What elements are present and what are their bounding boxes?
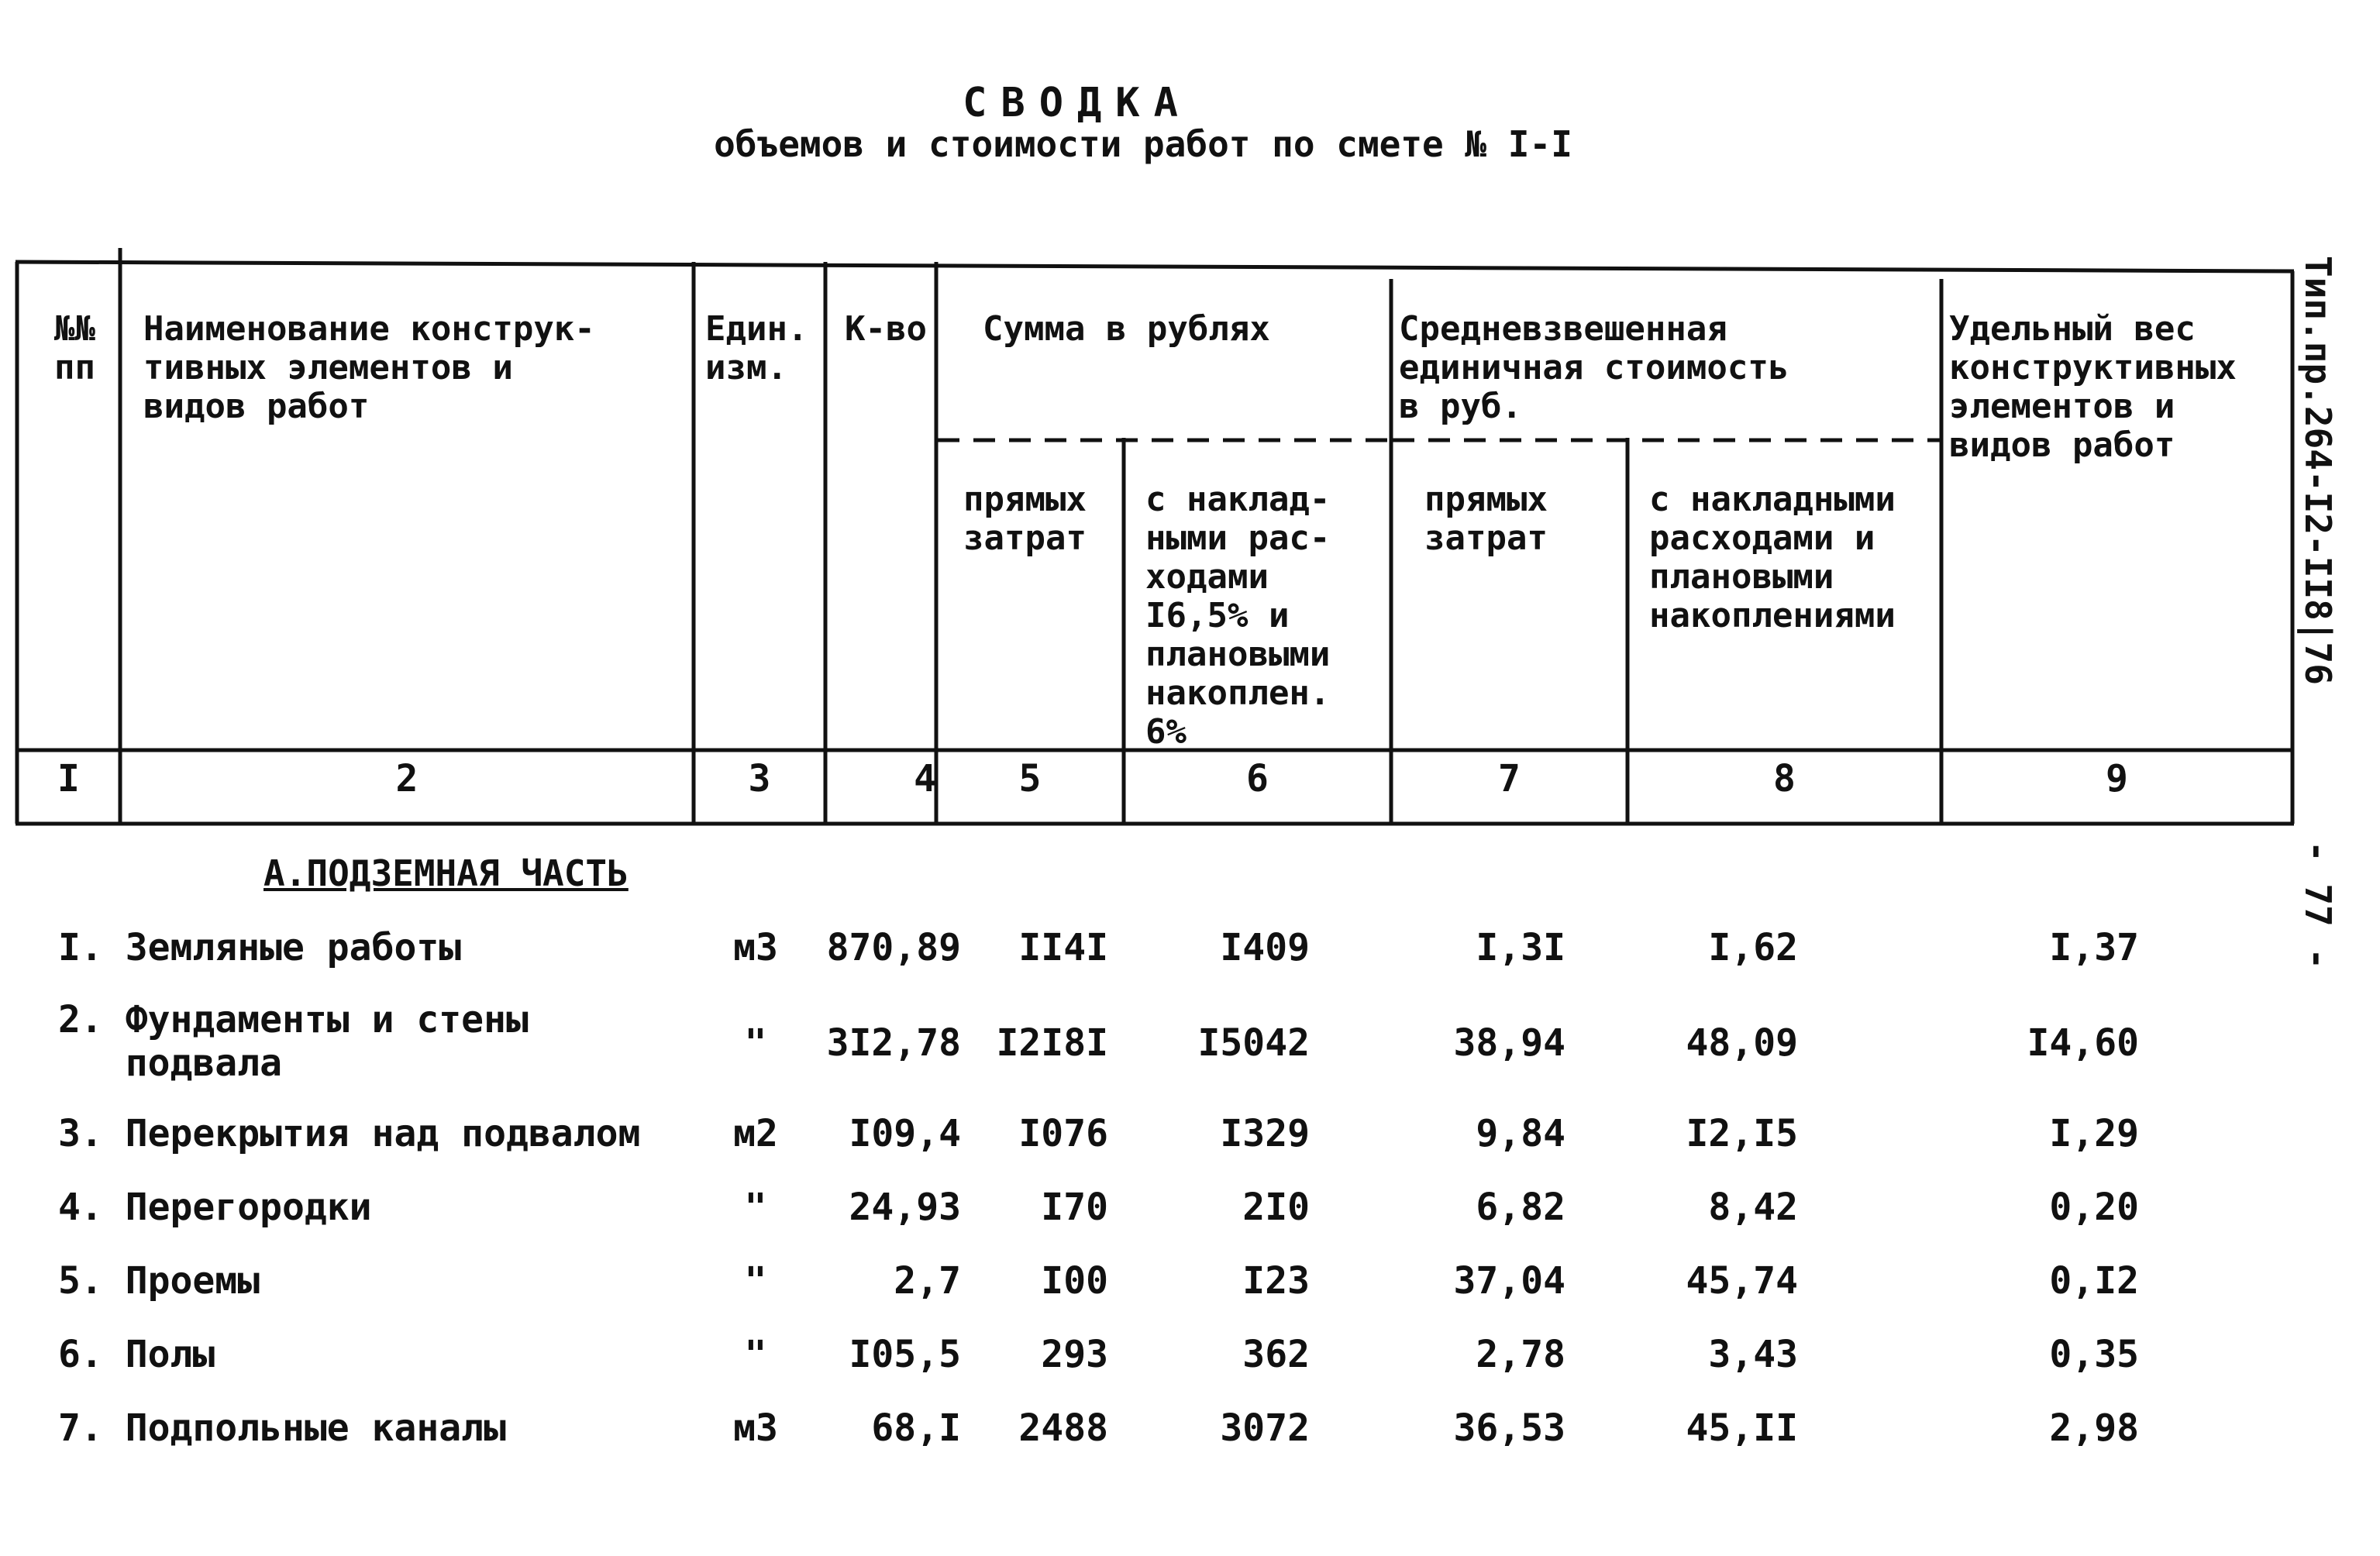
page-subtitle: объемов и стоимости работ по смете № I-I <box>714 123 1572 165</box>
header-weight: Удельный вес конструктивных элементов и видов работ <box>1949 309 2237 465</box>
page-title: СВОДКА <box>963 80 1192 126</box>
row-avg-direct: I,3I <box>1476 926 1565 969</box>
row-weight: I4,60 <box>2027 1021 2139 1065</box>
header-avg-cost: Средневзвешенная единичная стоимость в руб. <box>1399 309 1789 426</box>
column-number: I <box>57 757 80 800</box>
row-unit: " <box>744 1186 767 1229</box>
row-avg-direct: 36,53 <box>1453 1406 1565 1450</box>
column-number: 7 <box>1498 757 1521 800</box>
row-weight: I,29 <box>2049 1112 2139 1155</box>
row-avg-overhead: 45,74 <box>1686 1259 1798 1303</box>
row-qty: 3I2,78 <box>826 1021 961 1065</box>
row-weight: I,37 <box>2049 926 2139 969</box>
row-weight: 0,20 <box>2049 1186 2139 1229</box>
row-unit: " <box>744 1021 767 1065</box>
row-sum-overhead: 362 <box>1242 1333 1310 1376</box>
row-weight: 0,I2 <box>2049 1259 2139 1303</box>
column-number: 6 <box>1246 757 1269 800</box>
row-qty: 2,7 <box>894 1259 961 1303</box>
row-name: 4. Перегородки <box>58 1186 372 1229</box>
row-unit: м3 <box>733 1406 778 1450</box>
row-unit: м2 <box>733 1112 778 1155</box>
row-avg-direct: 9,84 <box>1476 1112 1565 1155</box>
row-sum-overhead: 2I0 <box>1242 1186 1310 1229</box>
side-label: Тип.пр.264-I2-II8|76 <box>2297 256 2339 685</box>
row-sum-direct: II4I <box>1018 926 1108 969</box>
column-number: 8 <box>1773 757 1796 800</box>
header-avg-overhead: с накладными расходами и плановыми накоплениями <box>1649 480 1896 635</box>
page-number: - 77 - <box>2297 841 2339 970</box>
column-number: 3 <box>748 757 771 800</box>
column-number: 5 <box>1018 757 1042 800</box>
row-sum-direct: 293 <box>1041 1333 1108 1376</box>
row-qty: 870,89 <box>826 926 961 969</box>
row-qty: 24,93 <box>849 1186 961 1229</box>
header-sum-direct: прямых затрат <box>963 480 1087 558</box>
row-qty: I05,5 <box>849 1333 961 1376</box>
row-weight: 2,98 <box>2049 1406 2139 1450</box>
row-sum-overhead: 3072 <box>1220 1406 1310 1450</box>
row-sum-overhead: I23 <box>1242 1259 1310 1303</box>
header-unit: Един. изм. <box>705 309 808 387</box>
row-sum-direct: 2488 <box>1018 1406 1108 1450</box>
row-sum-direct: I70 <box>1041 1186 1108 1229</box>
header-sum: Сумма в рублях <box>983 309 1270 349</box>
row-unit: м3 <box>733 926 778 969</box>
header-name: Наименование конструк- тивных элементов и видов работ <box>143 309 595 426</box>
row-weight: 0,35 <box>2049 1333 2139 1376</box>
row-avg-overhead: 45,II <box>1686 1406 1798 1450</box>
row-avg-direct: 38,94 <box>1453 1021 1565 1065</box>
row-avg-overhead: 8,42 <box>1708 1186 1798 1229</box>
row-name: 6. Полы <box>58 1333 215 1376</box>
row-qty: 68,I <box>871 1406 961 1450</box>
row-avg-direct: 2,78 <box>1476 1333 1565 1376</box>
row-sum-direct: I2I8I <box>996 1021 1108 1065</box>
row-sum-direct: I076 <box>1018 1112 1108 1155</box>
section-title: А.ПОДЗЕМНАЯ ЧАСТЬ <box>263 852 629 894</box>
row-name: I. Земляные работы <box>58 926 462 969</box>
row-name: 5. Проемы <box>58 1259 260 1303</box>
column-number: 2 <box>395 757 418 800</box>
column-number: 4 <box>914 757 936 800</box>
header-num: №№ пп <box>54 309 95 387</box>
row-avg-overhead: 3,43 <box>1708 1333 1798 1376</box>
header-qty: К-во <box>845 309 927 349</box>
header-avg-direct: прямых затрат <box>1424 480 1548 558</box>
row-avg-overhead: I,62 <box>1708 926 1798 969</box>
row-sum-direct: I00 <box>1041 1259 1108 1303</box>
row-name: 7. Подпольные каналы <box>58 1406 506 1450</box>
row-sum-overhead: I5042 <box>1197 1021 1310 1065</box>
row-avg-overhead: 48,09 <box>1686 1021 1798 1065</box>
row-sum-overhead: I329 <box>1220 1112 1310 1155</box>
row-name: 2. Фундаменты и стены подвала <box>58 998 529 1085</box>
row-avg-direct: 6,82 <box>1476 1186 1565 1229</box>
row-unit: " <box>744 1259 767 1303</box>
row-qty: I09,4 <box>849 1112 961 1155</box>
column-number: 9 <box>2106 757 2128 800</box>
row-sum-overhead: I409 <box>1220 926 1310 969</box>
row-unit: " <box>744 1333 767 1376</box>
row-name: 3. Перекрытия над подвалом <box>58 1112 641 1155</box>
row-avg-overhead: I2,I5 <box>1686 1112 1798 1155</box>
row-avg-direct: 37,04 <box>1453 1259 1565 1303</box>
header-sum-overhead: с наклад- ными рас- ходами I6,5% и плановыми накоплен. 6% <box>1145 480 1331 752</box>
